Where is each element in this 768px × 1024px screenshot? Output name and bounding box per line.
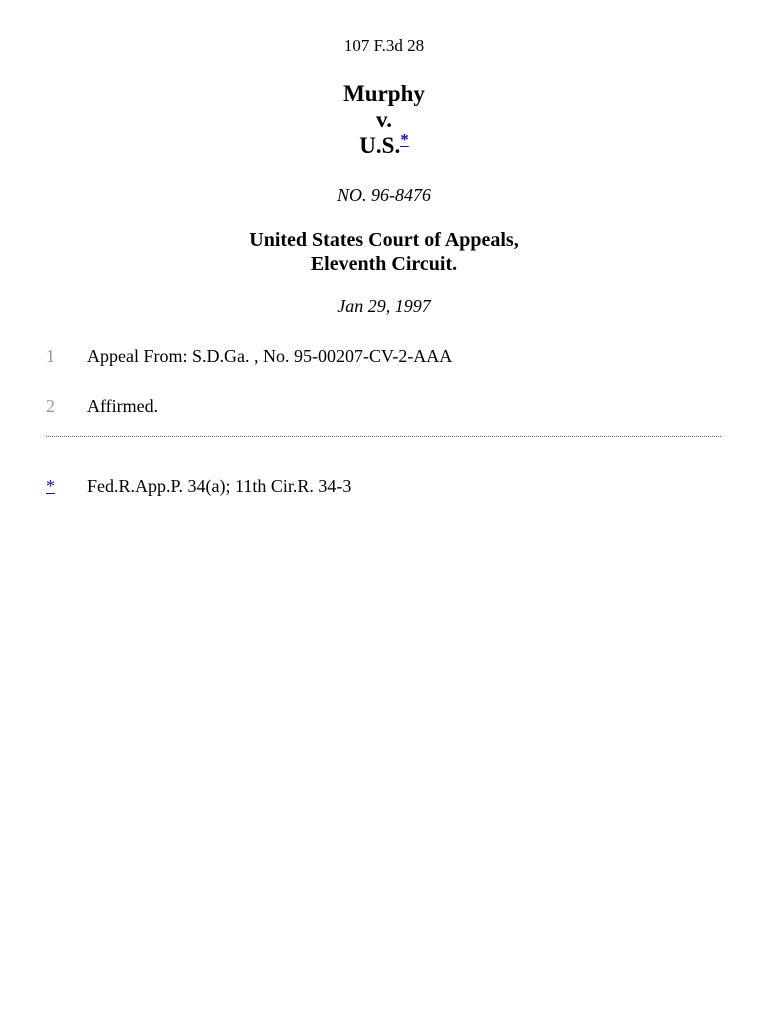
court-name-line1: United States Court of Appeals, [249,229,519,251]
paragraph-number: 1 [46,346,55,366]
footnote-divider [46,436,721,437]
footnote-reference-link[interactable]: * [400,130,409,149]
paragraph-2 [0,395,768,417]
paragraph-text: Affirmed. [87,396,159,416]
footnote-back-link[interactable]: * [46,476,55,496]
paragraph-number: 2 [46,396,55,416]
docket-number: NO. 96-8476 [337,185,431,205]
party-versus: v. [376,107,392,132]
footnote-text: Fed.R.App.P. 34(a); 11th Cir.R. 34-3 [87,476,352,496]
footnote [0,475,768,497]
party-defendant-line [0,130,768,161]
court-name-line2: Eleventh Circuit. [310,253,458,275]
party-plaintiff: Murphy [343,81,425,106]
paragraph-text: Appeal From: S.D.Ga. , No. 95-00207-CV-2-AAA [87,346,453,366]
case-citation: 107 F.3d 28 [343,36,425,55]
paragraph-1 [0,345,768,367]
decision-date: Jan 29, 1997 [337,296,431,316]
party-defendant: U.S. [359,133,401,158]
